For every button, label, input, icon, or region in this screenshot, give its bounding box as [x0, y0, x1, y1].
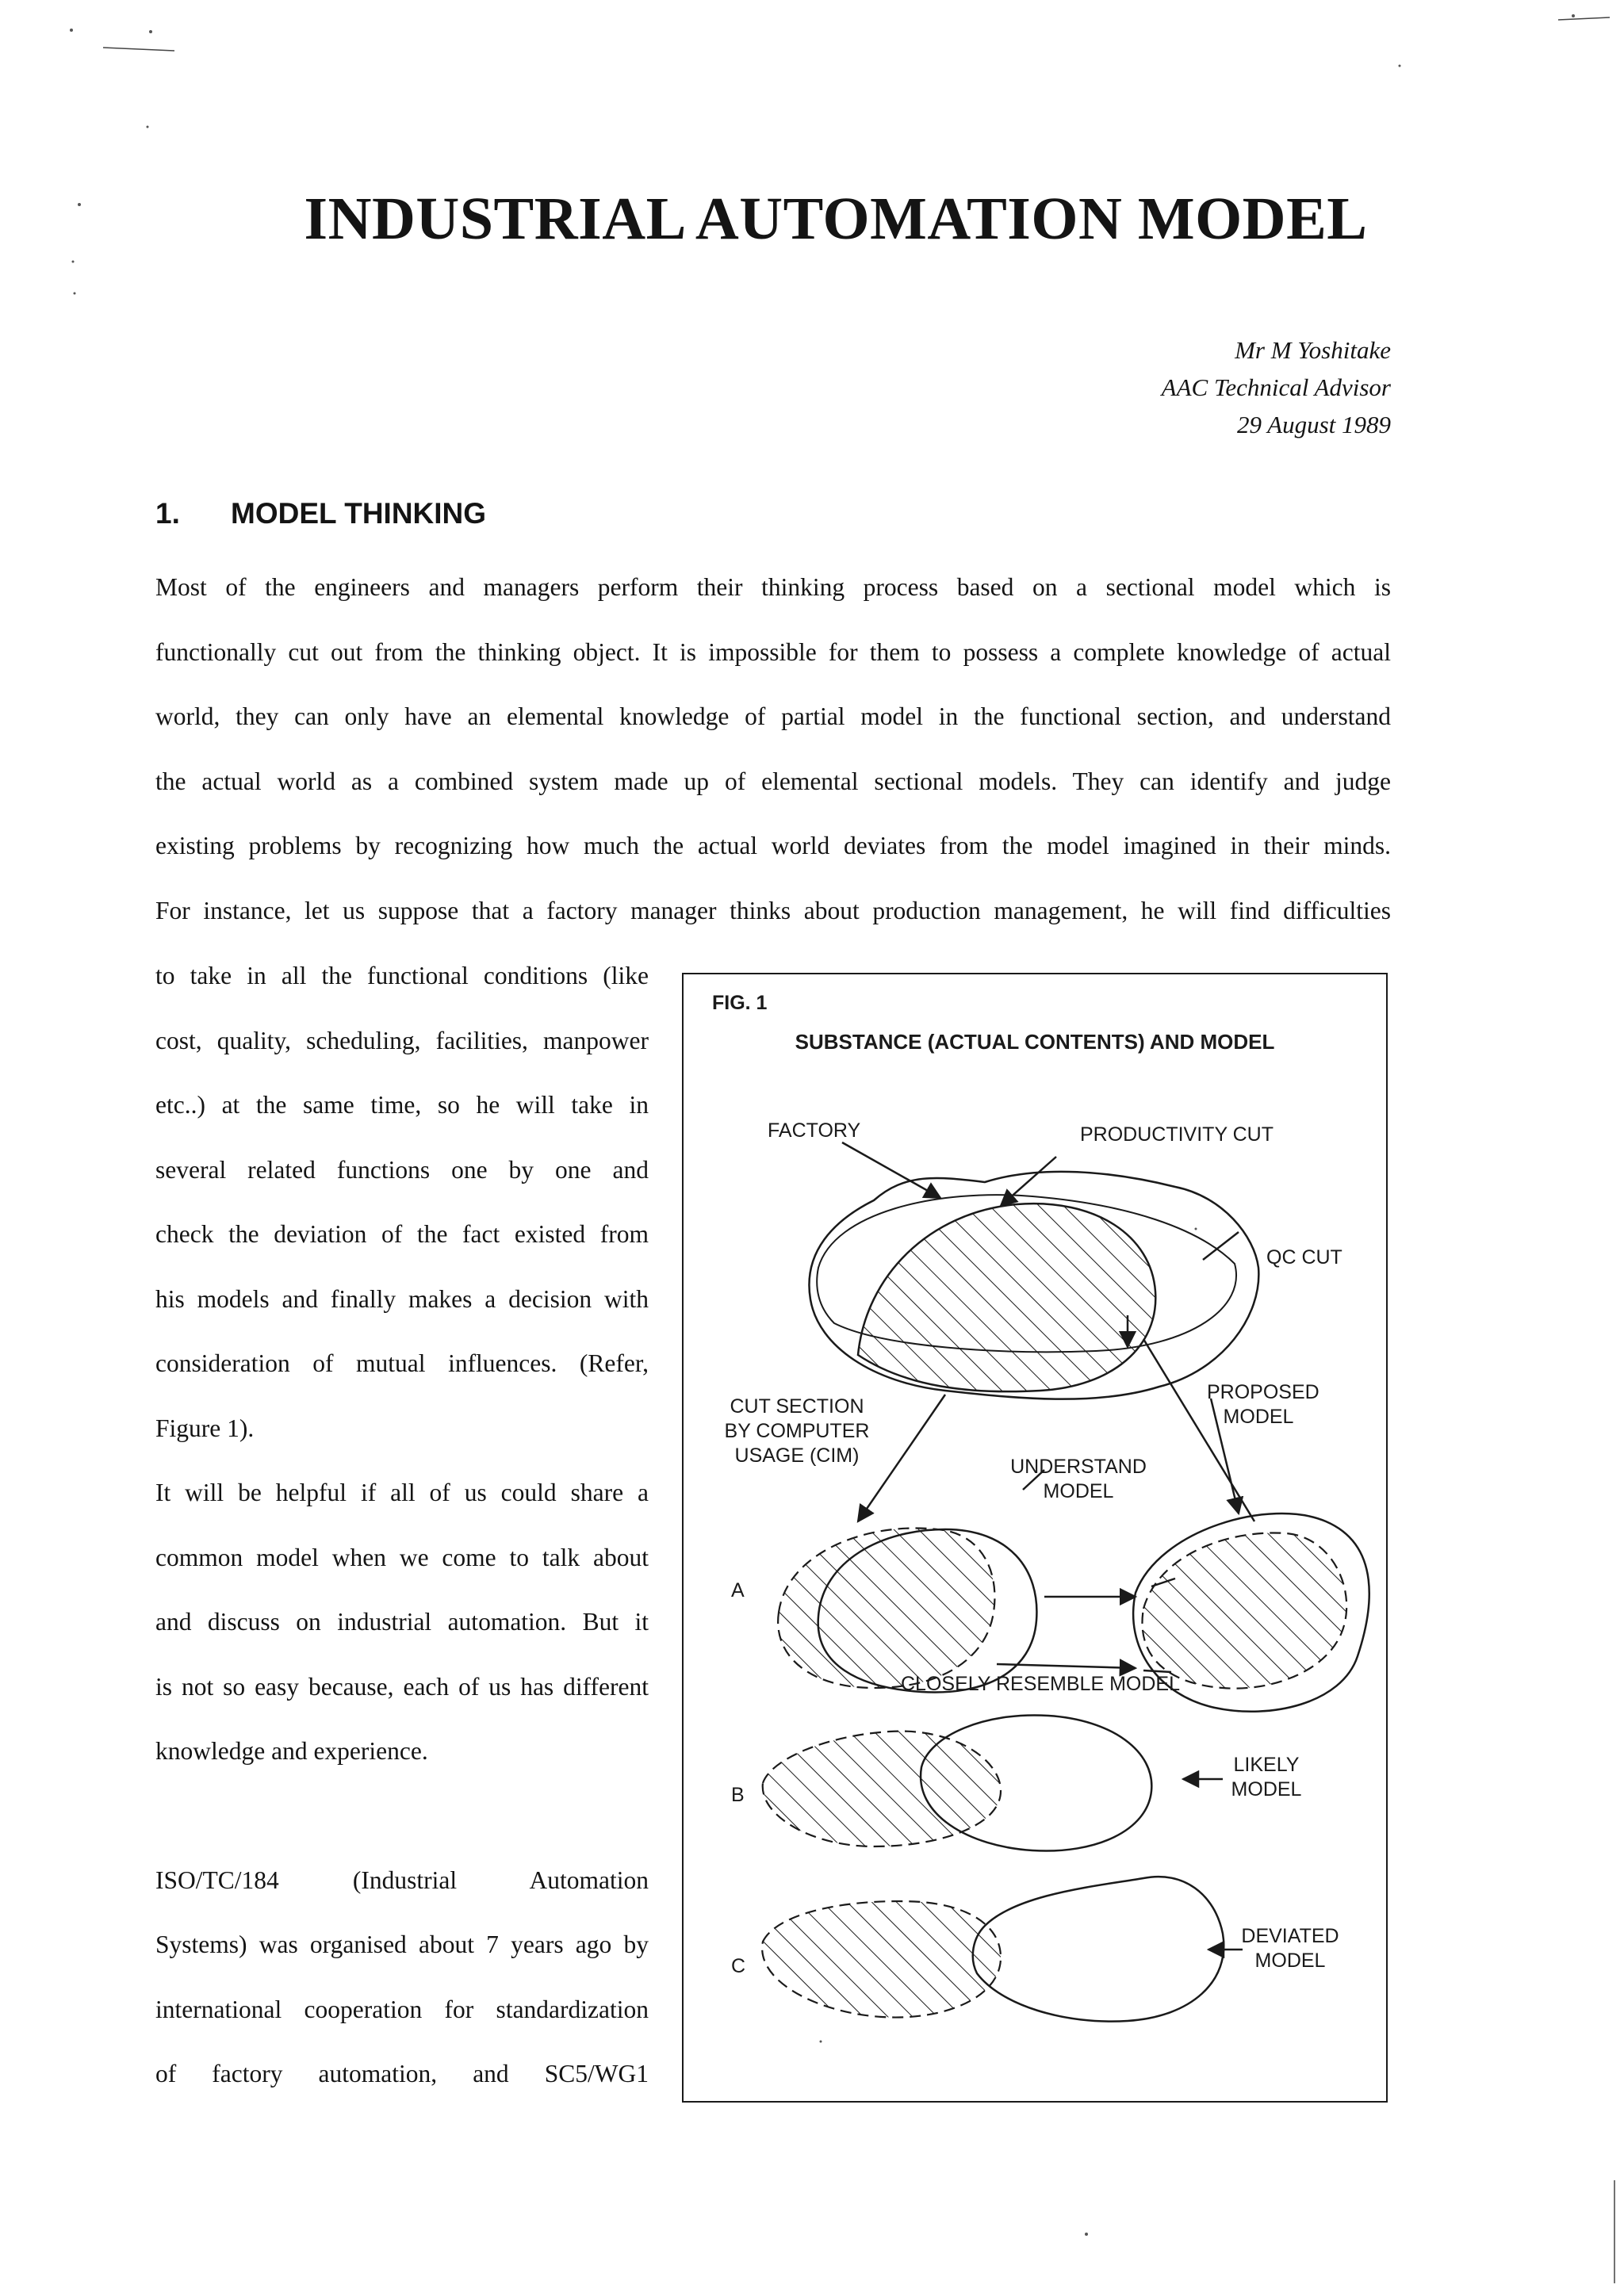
column-line: is not so easy because, each of us has different: [155, 1672, 649, 1701]
label-cut-section-line: CUT SECTION: [730, 1395, 864, 1418]
column-line: several related functions one by one and: [155, 1155, 649, 1184]
row-label-b: B: [731, 1784, 745, 1806]
column-line: etc..) at the same time, so he will take in: [155, 1091, 649, 1119]
label-understand-line: MODEL: [1043, 1480, 1114, 1502]
paragraph-line: functionally cut out from the thinking object. It is impossible for them to possess a complete knowledge of actual: [155, 637, 1391, 666]
column-line: of factory automation, and SC5/WG1: [155, 2060, 649, 2087]
label-cut-section-line: USAGE (CIM): [734, 1445, 860, 1467]
label-proposed-line: PROPOSED: [1207, 1381, 1320, 1403]
column-line: knowledge and experience.: [155, 1737, 428, 1765]
label-factory: FACTORY: [768, 1119, 861, 1142]
paragraph-line: Most of the engineers and managers perform their thinking process based on a sectional model which is: [155, 573, 1391, 601]
figure-title: SUBSTANCE (ACTUAL CONTENTS) AND MODEL: [795, 1030, 1275, 1054]
label-qc-cut: QC CUT: [1266, 1246, 1342, 1269]
label-closely-resemble: CLOSELY RESEMBLE MODEL: [901, 1673, 1180, 1695]
label-likely-line: LIKELY: [1233, 1754, 1300, 1776]
column-line: his models and finally makes a decision with: [155, 1284, 649, 1313]
column-line: international cooperation for standardization: [155, 1995, 649, 2023]
row-label-a: A: [731, 1579, 745, 1601]
column-line: check the deviation of the fact existed from: [155, 1220, 649, 1248]
column-line: It will be helpful if all of us could share a: [155, 1479, 649, 1506]
column-line: to take in all the functional conditions (like: [155, 962, 649, 989]
column-line: and discuss on industrial automation. But it: [155, 1608, 649, 1636]
column-line: consideration of mutual influences. (Refer,: [155, 1349, 649, 1377]
section-number: 1.: [155, 497, 180, 530]
label-proposed-line: MODEL: [1223, 1406, 1294, 1428]
label-understand-line: UNDERSTAND: [1010, 1456, 1147, 1478]
paragraph-line: the actual world as a combined system made up of elemental sectional models. They can identify and judge: [155, 767, 1391, 795]
paragraph-line: existing problems by recognizing how much the actual world deviates from the model imagined in their minds.: [155, 832, 1391, 859]
label-likely-line: MODEL: [1231, 1778, 1302, 1800]
column-line: Systems) was organised about 7 years ago by: [155, 1931, 649, 1958]
column-line: common model when we come to talk about: [155, 1543, 649, 1571]
label-productivity-cut: PRODUCTIVITY CUT: [1080, 1123, 1274, 1146]
author-date: 29 August 1989: [1236, 411, 1391, 438]
column-line: ISO/TC/184 (Industrial Automation: [155, 1866, 649, 1894]
label-deviated-line: MODEL: [1254, 1950, 1326, 1972]
column-line: Figure 1).: [155, 1414, 255, 1442]
row-label-c: C: [731, 1955, 746, 1977]
paragraph-line: world, they can only have an elemental knowledge of partial model in the functional section, and understand: [155, 702, 1391, 730]
document-title: INDUSTRIAL AUTOMATION MODEL: [304, 186, 1368, 252]
section-title: MODEL THINKING: [231, 497, 487, 530]
label-deviated-line: DEVIATED: [1241, 1925, 1339, 1947]
author-role: AAC Technical Advisor: [1161, 373, 1391, 401]
author-name: Mr M Yoshitake: [1235, 336, 1391, 364]
column-line: cost, quality, scheduling, facilities, manpower: [155, 1026, 649, 1054]
paragraph-line: For instance, let us suppose that a factory manager thinks about production management, he will find difficulties: [155, 896, 1391, 924]
label-cut-section-line: BY COMPUTER: [724, 1420, 870, 1442]
figure-label: FIG. 1: [712, 992, 768, 1014]
